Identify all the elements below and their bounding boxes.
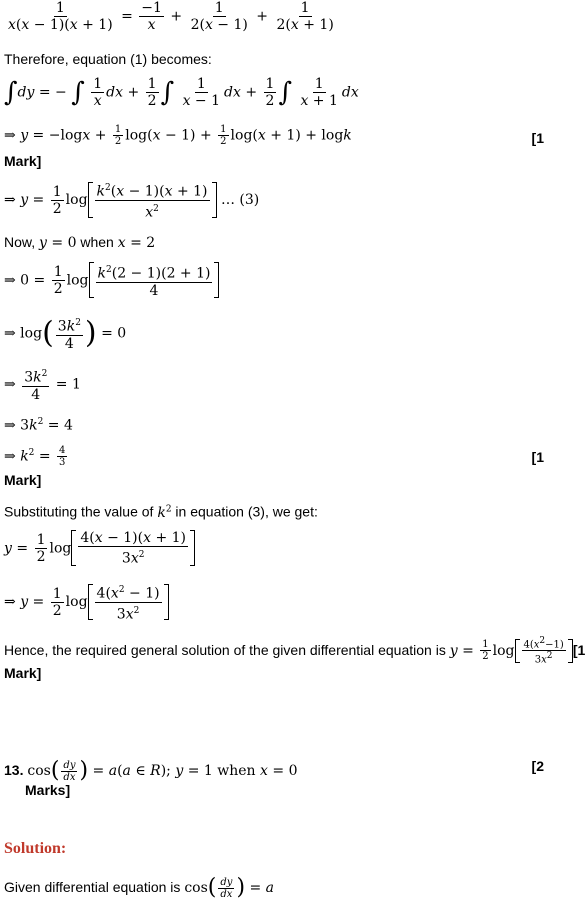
mark-word-a: Mark] [4,153,42,169]
partial-fraction-equation: $\frac{1}{x(x - 1)(x + 1)}$ = $\frac{-1}{x}$ + $\frac{1}{2(x - 1)}$ + $\frac{1}{2(x + 1)}$ [8,0,334,33]
given-text: Given differential equation is cos( $\frac{dy}{dx}$ ) = a [4,875,275,900]
equation-3: ⇒ y = $\frac{1}{2}$ log $\frac{k^2(x - 1)(x + 1)}{x^2}$ … (3) [4,180,259,220]
therefore-text: Therefore, equation (1) becomes: [4,51,212,67]
mark-2: [2 [531,758,544,774]
mark-1-b: [1 [531,449,544,465]
log-solution-equation: ⇒ y = −logx + $\frac{1}{2}$ log(x − 1) + $\frac{1}{2}$ log(x + 1) + logk [4,124,352,147]
mark-word-c: Mark] [4,665,42,681]
substituting-text: Substituting the value of $k^2$ in equation (3), we get: [4,503,318,521]
solution-heading: Solution: [4,840,67,857]
integral-equation: ∫dy = − ∫ $\frac{1}{x}$ dx + $\frac{1}{2}$ ∫ $\frac{1}{x - 1}$ dx + $\frac{1}{2}$ ∫ $\frac{1}{x + 1}$ dx [4,76,359,109]
mark-word-b: Mark] [4,472,42,488]
result-equation-1: y = $\frac{1}{2}$ log $\frac{4(x - 1)(x + 1)}{3x^2}$ [4,530,195,567]
k-squared-value: ⇒ $k^2$ = $\frac{4}{3}$ [4,445,66,469]
three-k-squared: ⇒ $3k^2 = 4$ [4,417,73,434]
log-equals-zero: ⇒ log( $\frac{3k^2}{4}$ ) = 0 [4,315,127,352]
substitution-equation: ⇒ 0 = $\frac{1}{2}$ log $\frac{k^2(2 - 1)(2 + 1)}{4}$ [4,262,219,299]
condition-text: Now, y = 0 when x = 2 [4,234,156,251]
result-equation-2: ⇒ y = $\frac{1}{2}$ log $\frac{4(x^2 - 1)}{3x^2}$ [4,582,169,622]
mark-1-a: [1 [531,130,544,146]
fraction-equals-one: ⇒ $\frac{3k^2}{4}$ = 1 [4,366,81,403]
question-13: 13. cos( $\frac{dy}{dx}$ ) = a(a ∈ R); y = 1 when x = 0 [4,758,298,783]
marks-word: Marks] [25,782,71,798]
hence-text: Hence, the required general solution of the given differential equation is y = $\frac{1}{2}$ log $\frac{4(x^2-1)}{3x^2}$ [1 [4,636,585,666]
